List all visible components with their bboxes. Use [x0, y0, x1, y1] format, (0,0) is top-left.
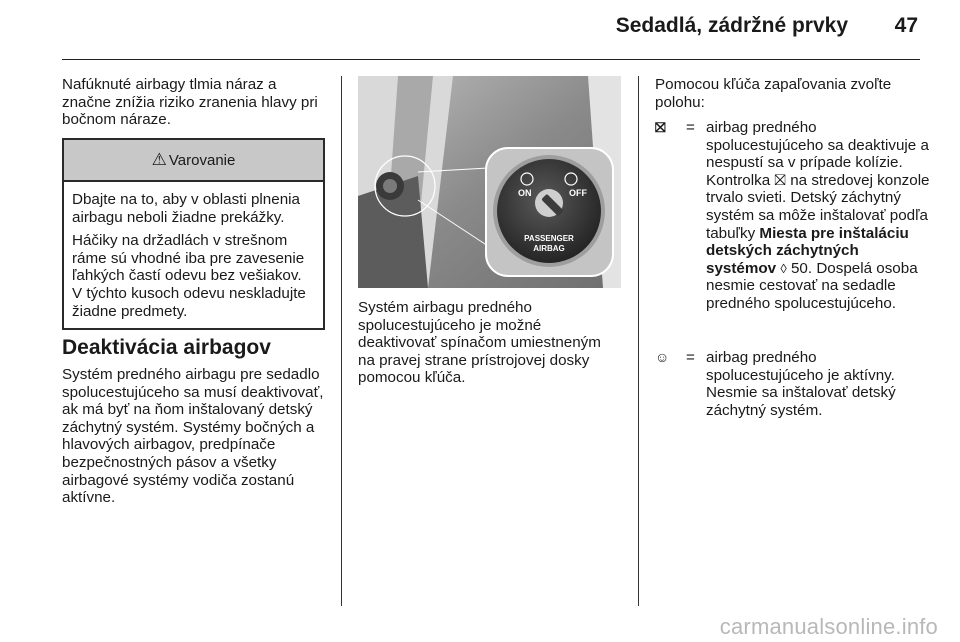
switch-on-label: ON [518, 188, 532, 198]
column-divider-2 [638, 76, 639, 606]
column-divider-1 [341, 76, 342, 606]
airbag-off-icon: ⛝ [655, 119, 666, 135]
option1-text-b: na stredovej konzole trvalo svieti. Detský záchytný systém sa môže inštalovať podľa tabuľky [706, 171, 930, 242]
intro-paragraph: Nafúknuté airbagy tlmia náraz a značne znížia riziko zranenia hlavy pri bočnom náraze. [62, 76, 318, 129]
airbag-switch-photo [358, 76, 621, 288]
option1-text-c: . Dospelá osoba nesmie cestovať na sedadle predného spolucestujúceho. [706, 259, 918, 312]
footer-watermark: carmanualsonline.info [719, 614, 938, 639]
section-title: Deaktivácia airbagov [62, 336, 271, 359]
option1-description [706, 119, 931, 313]
warning-body [64, 182, 323, 328]
page-reference-arrow-icon: ◊ [780, 260, 787, 276]
photo-caption: Systém airbagu predného spolucestujúceho je možné deaktivovať spínačom umiestneným na pravej strane prístrojovej dosky pomocou kľúča. [358, 299, 601, 387]
option2-equals: = [686, 349, 695, 366]
airbag-on-icon: ☺ [655, 349, 670, 365]
warning-box [62, 138, 325, 330]
header-divider [62, 59, 920, 60]
switch-passenger-label: PASSENGER [524, 234, 574, 243]
warning-paragraph-2: Háčiky na držadlách v strešnom ráme sú vhodné iba pre zavesenie ľahkých častí odevu bez vešiakov. V týchto kusoch odevu neskladujte žiadne predmety. [72, 232, 306, 320]
section-paragraph: Systém predného airbagu pre sedadlo spolucestujúceho sa musí deaktivovať, ak má byť na ňom inštalovaný detský záchytný systém. Systémy bočných a hlavových airbagov, predpínače bezpečnostných pásov a všetky airbagové systémy vodiča zostanú aktívne. [62, 366, 324, 507]
option1-text-a: airbag predného spolucestujúceho sa deaktivuje a nespustí sa v prípade kolízie. Kontrolka [706, 119, 929, 189]
airbag-off-inline-icon: ⛝ [774, 171, 786, 189]
option1-page-reference: 50 [790, 259, 808, 277]
warning-title: Varovanie [168, 151, 236, 169]
warning-paragraph-1: Dbajte na to, aby v oblasti plnenia airbagu neboli žiadne prekážky. [72, 191, 300, 226]
option2-description: airbag predného spolucestujúceho je aktívny. Nesmie sa inštalovať detský záchytný systém. [706, 349, 896, 419]
warning-header [64, 140, 323, 182]
switch-airbag-label: AIRBAG [533, 244, 565, 253]
option1-equals: = [686, 119, 695, 136]
option1-table-reference: Miesta pre inštaláciu detských záchytných systémov [706, 224, 909, 277]
switch-off-label: OFF [569, 188, 587, 198]
page-header-title: Sedadlá, zádržné prvky [615, 14, 848, 37]
column3-intro: Pomocou kľúča zapaľovania zvoľte polohu: [655, 76, 892, 111]
page-number: 47 [894, 14, 918, 37]
warning-icon: ⚠ [151, 150, 167, 169]
